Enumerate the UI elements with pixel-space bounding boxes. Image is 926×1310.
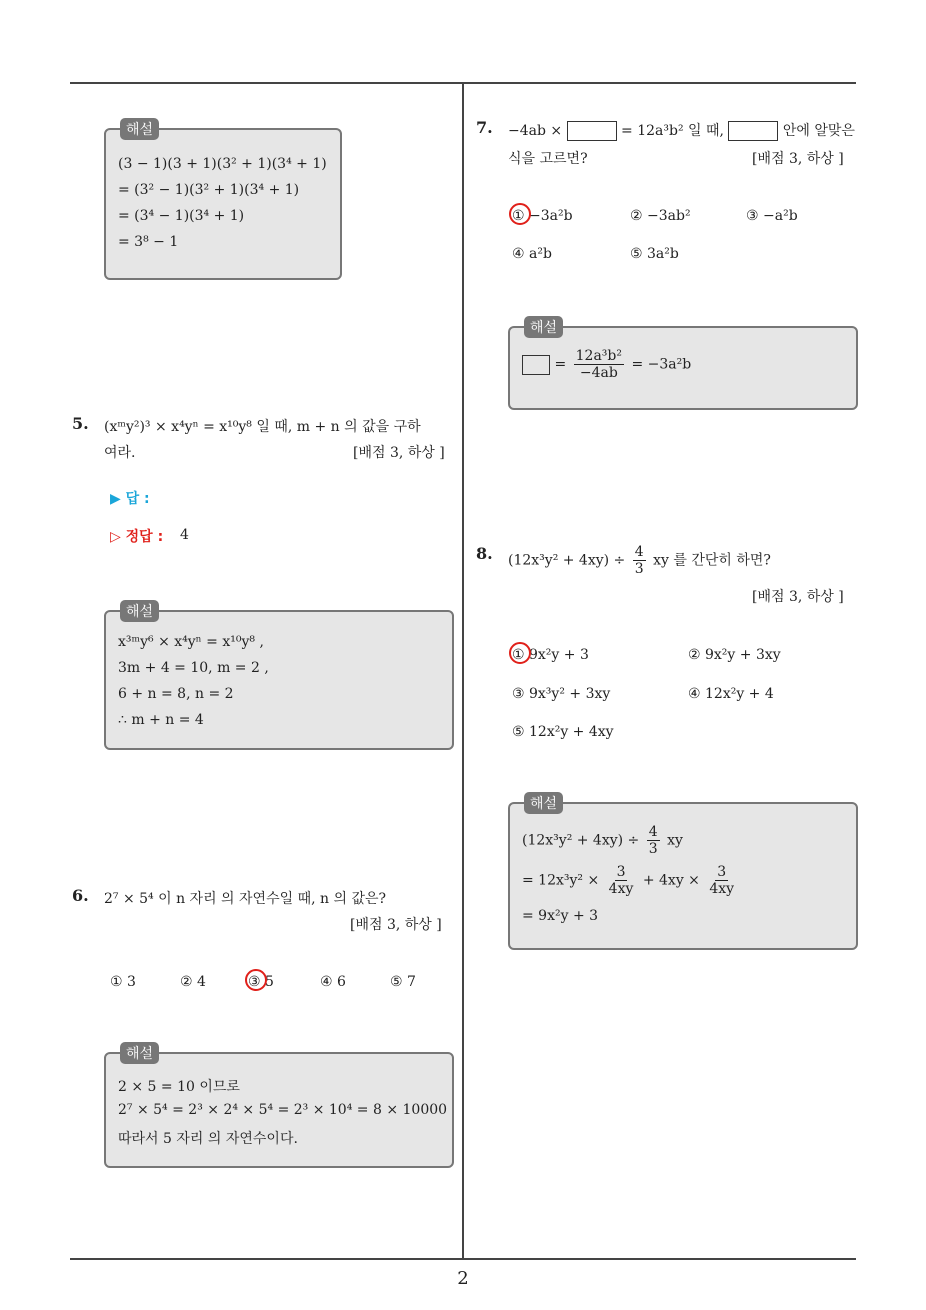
q6-text-line1: 2⁷ × 5⁴ 이 n 자리 의 자연수일 때, n 의 값은?: [104, 891, 386, 907]
q8-sol-l2-fraction-2: [707, 864, 736, 897]
q7-text-post: 안에 알맞은: [782, 123, 855, 139]
q8-frac-den: 3: [634, 561, 644, 577]
column-divider: [462, 84, 464, 1258]
q8-text-line1: [508, 544, 771, 577]
q5-sol-line-1: x³ᵐy⁶ × x⁴yⁿ = x¹⁰y⁸ ,: [118, 634, 264, 650]
q5-correct-label: ▷ 정답 :: [110, 529, 164, 545]
q7-text-mid: = 12a³b² 일 때,: [621, 123, 724, 139]
q8-solution-box: [508, 796, 858, 950]
q7-number: 7.: [476, 118, 493, 137]
q6-meta: [배점 3, 하상 ]: [350, 917, 442, 933]
q8-sol-l2-mid: + 4xy ×: [642, 872, 700, 889]
q6-number: 6.: [72, 886, 89, 905]
q8-sol-l1-den: 3: [648, 841, 658, 857]
q8-sol-l2-pre: = 12x³y² ×: [522, 872, 600, 889]
q8-text-pre: (12x³y² + 4xy) ÷: [508, 552, 626, 569]
q6-sol-line-1: 2 × 5 = 10 이므로: [118, 1079, 240, 1095]
prev-solution-box: [104, 122, 342, 280]
q8-sol-l2-num1: 3: [616, 864, 626, 880]
q7-sol-eq: =: [554, 356, 567, 373]
q5-text-line2: 여라.: [104, 445, 136, 461]
q7-choice-3[interactable]: ③ −a²b: [746, 208, 798, 224]
solution-tag: 해설: [120, 118, 159, 140]
q8-sol-l1-fraction: [647, 824, 660, 857]
prev-sol-line-2: = (3² − 1)(3² + 1)(3⁴ + 1): [118, 182, 300, 198]
q8-choice-5[interactable]: ⑤ 12x²y + 4xy: [512, 724, 614, 740]
q7-choice-4[interactable]: ④ a²b: [512, 246, 552, 262]
q7-selected-circle-mark: [509, 203, 531, 225]
q5-answer-label: ▶ 답 :: [110, 491, 150, 507]
q7-text-pre: −4ab ×: [508, 123, 563, 139]
q5-number: 5.: [72, 414, 89, 433]
q7-sol-num: 12a³b²: [575, 348, 622, 364]
q8-sol-l1-num: 4: [648, 824, 658, 840]
q8-choice-3[interactable]: ③ 9x³y² + 3xy: [512, 686, 611, 702]
q5-text-line1: (xᵐy²)³ × x⁴yⁿ = x¹⁰y⁸ 일 때, m + n 의 값을 구하: [104, 419, 421, 435]
q6-choice-4[interactable]: ④ 6: [320, 974, 346, 990]
q8-sol-line-2: [522, 864, 739, 897]
q7-choice-5[interactable]: ⑤ 3a²b: [630, 246, 679, 262]
q7-text-line2: 식을 고르면?: [508, 151, 588, 167]
q8-choice-2[interactable]: ② 9x²y + 3xy: [688, 647, 781, 663]
q6-selected-circle-mark: [245, 969, 267, 991]
q8-sol-l1-post: xy: [667, 832, 683, 849]
q8-sol-l2-den1: 4xy: [608, 881, 634, 897]
q8-frac-num: 4: [634, 544, 644, 560]
q7-solution-box: [508, 320, 858, 410]
q6-sol-line-2: 2⁷ × 5⁴ = 2³ × 2⁴ × 5⁴ = 2³ × 10⁴ = 8 × 10000: [118, 1102, 448, 1118]
q8-text-post: xy 를 간단히 하면?: [653, 552, 771, 569]
q7-choice-1[interactable]: ① −3a²b: [512, 208, 573, 224]
q7-choice-2[interactable]: ② −3ab²: [630, 208, 691, 224]
q5-solution-box: [104, 604, 454, 750]
q8-sol-line-1: [522, 824, 683, 857]
prev-sol-line-3: = (3⁴ − 1)(3⁴ + 1): [118, 208, 245, 224]
q5-sol-line-2: 3m + 4 = 10, m = 2 ,: [118, 660, 269, 676]
prev-sol-line-4: = 3⁸ − 1: [118, 234, 179, 250]
q7-sol-blank-box: [522, 355, 550, 375]
q7-sol-rhs: = −3a²b: [631, 356, 692, 373]
q7-sol-line: [522, 348, 691, 381]
q8-choice-1[interactable]: ① 9x²y + 3: [512, 647, 589, 663]
q8-meta: [배점 3, 하상 ]: [752, 589, 844, 605]
q6-choice-1[interactable]: ① 3: [110, 974, 136, 990]
prev-sol-line-1: (3 − 1)(3 + 1)(3² + 1)(3⁴ + 1): [118, 156, 327, 172]
q6-solution-box: [104, 1046, 454, 1168]
q5-correct-value: 4: [180, 527, 189, 543]
q7-meta: [배점 3, 하상 ]: [752, 151, 844, 167]
solution-tag: 해설: [120, 600, 159, 622]
page-number: 2: [457, 1268, 469, 1289]
q5-meta: [배점 3, 하상 ]: [353, 445, 445, 461]
q8-sol-l2-den2: 4xy: [709, 881, 735, 897]
q6-sol-line-3: 따라서 5 자리 의 자연수이다.: [118, 1131, 298, 1147]
solution-tag: 해설: [120, 1042, 159, 1064]
q7-blank-box: [567, 121, 617, 141]
q5-sol-line-3: 6 + n = 8, n = 2: [118, 686, 234, 702]
q6-choice-3[interactable]: ③ 5: [248, 974, 274, 990]
q8-sol-l2-fraction-1: [607, 864, 636, 897]
q8-number: 8.: [476, 544, 493, 563]
q8-sol-l1-pre: (12x³y² + 4xy) ÷: [522, 832, 640, 849]
q6-choice-5[interactable]: ⑤ 7: [390, 974, 416, 990]
q8-fraction: [633, 544, 646, 577]
q8-sol-line-3: = 9x²y + 3: [522, 908, 599, 924]
q7-sol-fraction: [574, 348, 624, 381]
q7-text-line1: [508, 120, 855, 141]
solution-tag: 해설: [524, 316, 563, 338]
q8-selected-circle-mark: [509, 642, 531, 664]
q5-sol-line-4: ∴ m + n = 4: [118, 712, 204, 728]
q7-sol-den: −4ab: [579, 365, 618, 381]
bottom-rule: [70, 1258, 856, 1260]
q6-choice-2[interactable]: ② 4: [180, 974, 206, 990]
solution-tag: 해설: [524, 792, 563, 814]
q7-blank-box-2: [728, 121, 778, 141]
q8-choice-4[interactable]: ④ 12x²y + 4: [688, 686, 774, 702]
q8-sol-l2-num2: 3: [717, 864, 727, 880]
